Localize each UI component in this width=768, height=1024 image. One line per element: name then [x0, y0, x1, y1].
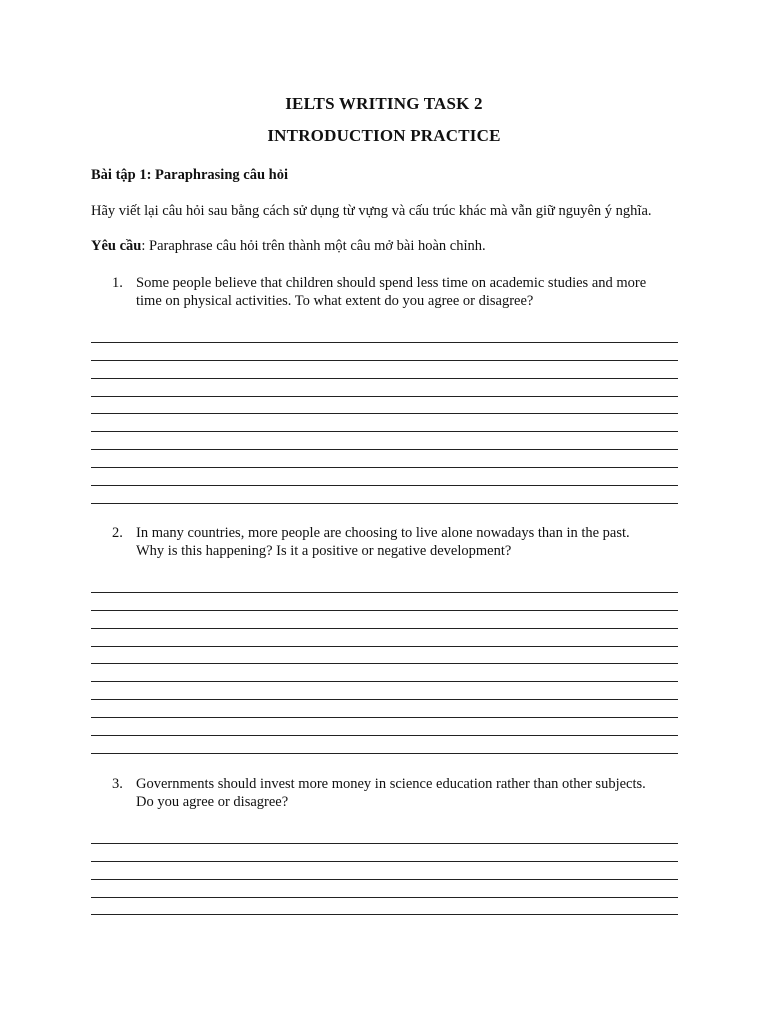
answer-line[interactable]	[91, 664, 678, 682]
answer-line[interactable]	[91, 736, 678, 754]
question-text-line: Why is this happening? Is it a positive or negative development?	[136, 543, 512, 559]
answer-lines-3[interactable]	[91, 826, 678, 915]
answer-line[interactable]	[91, 880, 678, 898]
answer-line[interactable]	[91, 325, 678, 343]
question-text-line: time on physical activities. To what extent do you agree or disagree?	[136, 293, 534, 309]
answer-line[interactable]	[91, 414, 678, 432]
answer-line[interactable]	[91, 826, 678, 844]
answer-line[interactable]	[91, 486, 678, 504]
answer-line[interactable]	[91, 432, 678, 450]
question-text-line: Governments should invest more money in science education rather than other subjects.	[136, 776, 646, 792]
question-number: 3.	[112, 776, 123, 792]
question-2	[112, 524, 692, 560]
answer-line[interactable]	[91, 379, 678, 397]
answer-line[interactable]	[91, 343, 678, 361]
page-title: IELTS WRITING TASK 2	[285, 94, 483, 113]
answer-line[interactable]	[91, 361, 678, 379]
question-text-line: Some people believe that children should spend less time on academic studies and more	[136, 275, 647, 291]
exercise-heading: Bài tập 1: Paraphrasing câu hỏi	[91, 167, 288, 183]
answer-lines-1[interactable]	[91, 325, 678, 504]
answer-line[interactable]	[91, 647, 678, 665]
answer-line[interactable]	[91, 450, 678, 468]
exercise-requirement	[91, 238, 486, 255]
answer-line[interactable]	[91, 700, 678, 718]
answer-line[interactable]	[91, 629, 678, 647]
question-text-line: In many countries, more people are choosing to live alone nowadays than in the past.	[136, 525, 630, 541]
question-text	[136, 775, 692, 811]
answer-line[interactable]	[91, 862, 678, 880]
question-number: 2.	[112, 525, 123, 541]
answer-line[interactable]	[91, 575, 678, 593]
page-subtitle: INTRODUCTION PRACTICE	[267, 126, 501, 145]
requirement-label: Yêu cầu	[91, 238, 142, 254]
answer-line[interactable]	[91, 468, 678, 486]
answer-line[interactable]	[91, 898, 678, 916]
answer-line[interactable]	[91, 593, 678, 611]
question-text-line: Do you agree or disagree?	[136, 794, 289, 810]
answer-line[interactable]	[91, 682, 678, 700]
question-3	[112, 775, 692, 811]
question-1	[112, 274, 692, 310]
question-text	[136, 524, 692, 560]
exercise-instruction: Hãy viết lại câu hỏi sau bằng cách sử dụng từ vựng và cấu trúc khác mà vẫn giữ nguyên ý nghĩa.	[91, 203, 652, 219]
question-text	[136, 274, 692, 310]
requirement-text: : Paraphrase câu hỏi trên thành một câu mở bài hoàn chỉnh.	[141, 238, 486, 254]
answer-line[interactable]	[91, 718, 678, 736]
answer-lines-2[interactable]	[91, 575, 678, 754]
question-number: 1.	[112, 275, 123, 291]
answer-line[interactable]	[91, 844, 678, 862]
answer-line[interactable]	[91, 397, 678, 415]
answer-line[interactable]	[91, 611, 678, 629]
